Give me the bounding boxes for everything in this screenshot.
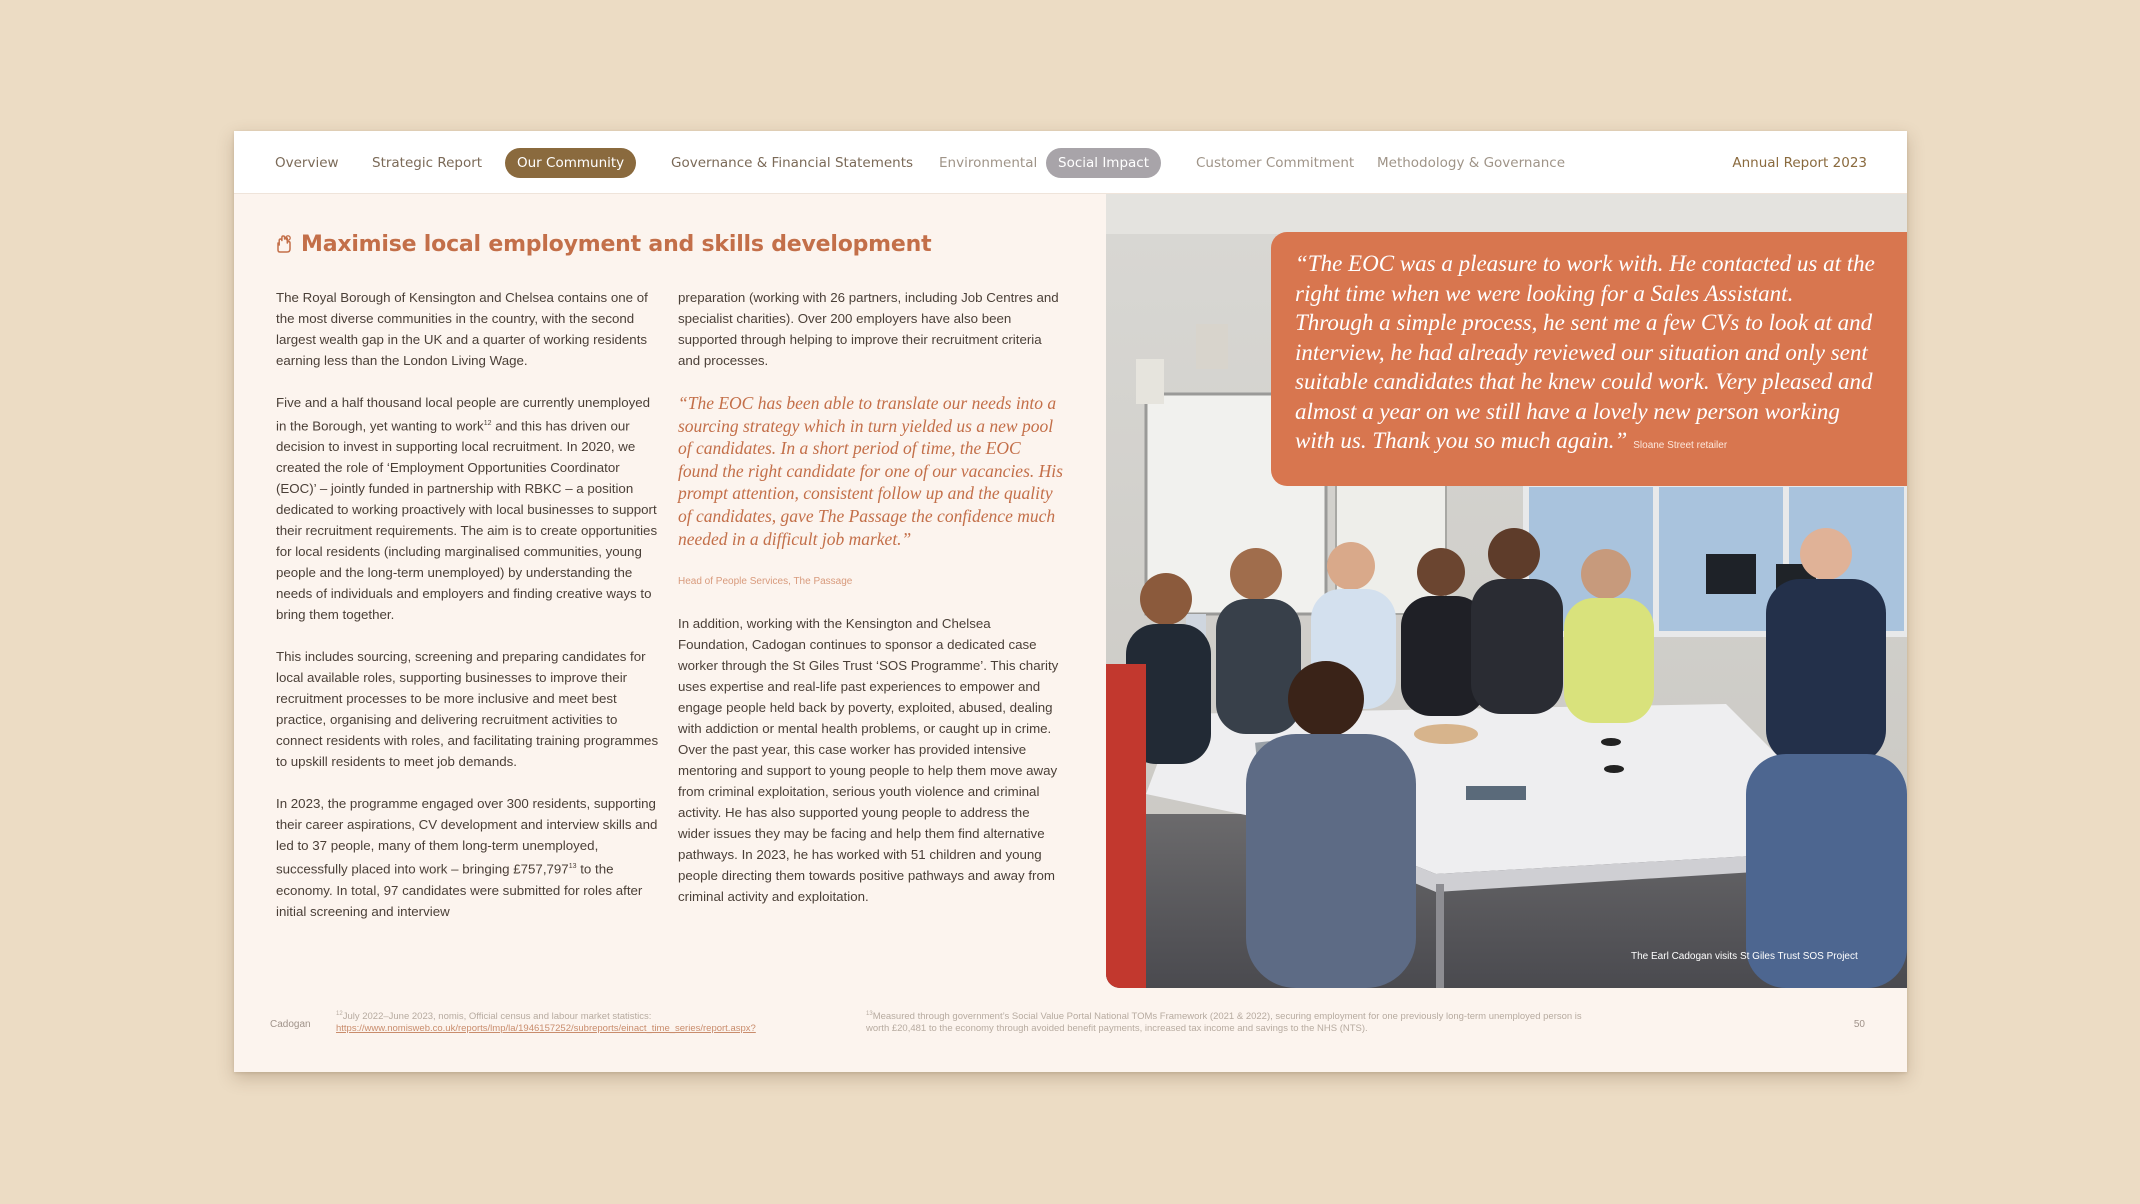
- nav-tab-strategic-report[interactable]: Strategic Report: [372, 155, 483, 171]
- body-column-1: [276, 287, 661, 943]
- nav-tab-environmental[interactable]: Environmental: [939, 155, 1038, 171]
- top-nav: [234, 131, 1907, 194]
- pull-quote: “The EOC has been able to translate our needs into a sourcing strategy which in turn yielded us a new pool of candidates. In a short period of time, the EOC found the right candidate for one of our vacancies. His prompt attention, consistent follow up and the quality of candidates, gave The Passage the confidence much needed in a difficult job market.”: [678, 393, 1063, 549]
- section-heading-text: Maximise local employment and skills development: [301, 231, 932, 257]
- testimonial-quote-text: “The EOC was a pleasure to work with. He contacted us at the right time when we were looking for a Sales Assistant. Through a simple process, he sent me a few CVs to look at and interview, he had already reviewed our situation and only sent suitable candidates that he knew could work. Very pleased and almost a year on we still have a lovely new person working with us. Thank you so much again.”: [1295, 251, 1875, 453]
- nav-tab-social-impact[interactable]: Social Impact: [1046, 148, 1161, 178]
- paragraph: In 2023, the programme engaged over 300 residents, supporting their career aspirations, CV development and interview skills and led to 37 people, many of them long-term unemployed, successfully placed into work – bringing £757,797$^{13}$ to the economy. In total, 97 candidates were submitted for roles after initial screening and interview: [276, 796, 658, 919]
- footer-brand: Cadogan: [270, 1019, 311, 1030]
- nav-tab-methodology-governance[interactable]: Methodology & Governance: [1377, 155, 1566, 171]
- testimonial-attribution: Sloane Street retailer: [1633, 440, 1728, 451]
- hand-icon: [274, 234, 294, 254]
- footnote-link[interactable]: https://www.nomisweb.co.uk/reports/lmp/la/1946157252/subreports/einact_time_series/report.aspx?: [336, 1023, 756, 1035]
- paragraph: In addition, working with the Kensington and Chelsea Foundation, Cadogan continues to sponsor a dedicated case worker through the St Giles Trust ‘SOS Programme’. This charity uses expertise and real-life past experiences to empower and engage people held back by poverty, exploited, abused, dealing with addiction or mental health problems, or caught up in crime. Over the past year, this case worker has provided intensive mentoring and support to young people to help them move away from criminal exploitation, serious youth violence and criminal activity. He has also supported young people to address the wider issues they may be facing and help them find alternative pathways. In 2023, he has worked with 51 children and young people directing them towards positive pathways and away from criminal activity and exploitation.: [678, 616, 1059, 905]
- photo-caption: The Earl Cadogan visits St Giles Trust SOS Project: [1631, 951, 1858, 962]
- body-column-2: [678, 287, 1063, 928]
- nav-tab-governance-financial[interactable]: Governance & Financial Statements: [671, 155, 914, 171]
- annual-report-label: Annual Report 2023: [1732, 155, 1867, 171]
- paragraph: The Royal Borough of Kensington and Chelsea contains one of the most diverse communities in the country, with the second largest wealth gap in the UK and a quarter of working residents earning less than the London Living Wage.: [276, 290, 648, 368]
- nav-tab-customer-commitment[interactable]: Customer Commitment: [1196, 155, 1355, 171]
- section-heading: [274, 227, 931, 261]
- paragraph: Five and a half thousand local people are currently unemployed in the Borough, yet wanting to work$^{12}$ and this has driven our decision to invest in supporting local recruitment. In 2020, we created the role of ‘Employment Opportunities Coordinator (EOC)’ – jointly funded in partnership with RBKC – a position dedicated to working proactively with local businesses to support their recruitment requirements. The aim is to create opportunities for local residents (including marginalised communities, young people and the long-term unemployed) by understanding the needs of individuals and employers and finding creative ways to bring them together.: [276, 395, 658, 623]
- footnote-ref[interactable]: 13: [568, 863, 577, 871]
- paragraph: preparation (working with 26 partners, including Job Centres and specialist charities). Over 200 employers have also been supported through helping to improve their recruitment criteria and processes.: [678, 290, 1059, 368]
- page-number: 50: [1853, 1019, 1865, 1030]
- nav-tab-our-community[interactable]: Our Community: [505, 148, 636, 178]
- footnote-12: $^{12}$July 2022–June 2023, nomis, Official census and labour market statistics: https://www.nomisweb.co.uk/reports/lmp/la/1946157252/subreports/einact_time_series/report.aspx?: [336, 1011, 756, 1035]
- pull-quote-attribution: Head of People Services, The Passage: [678, 576, 853, 588]
- document-page: [234, 131, 1907, 1072]
- paragraph: This includes sourcing, screening and preparing candidates for local available roles, supporting businesses to improve their recruitment processes to be more inclusive and meet best practice, organising and delivering recruitment activities to connect residents with roles, and facilitating training programmes to upskill residents to meet job demands.: [276, 649, 659, 770]
- testimonial-quote-box: [1271, 232, 1907, 486]
- footnote-ref[interactable]: 12: [483, 420, 492, 427]
- footnote-13: $^{13}$Measured through government’s Social Value Portal National TOMs Framework (2021 & 2022), securing employment for one previously long-term unemployed person is worth £20,481 to the economy through avoided benefit payments, increased tax income and savings to the NHS (NTS).: [866, 1011, 1582, 1035]
- nav-tab-overview[interactable]: Overview: [275, 155, 339, 171]
